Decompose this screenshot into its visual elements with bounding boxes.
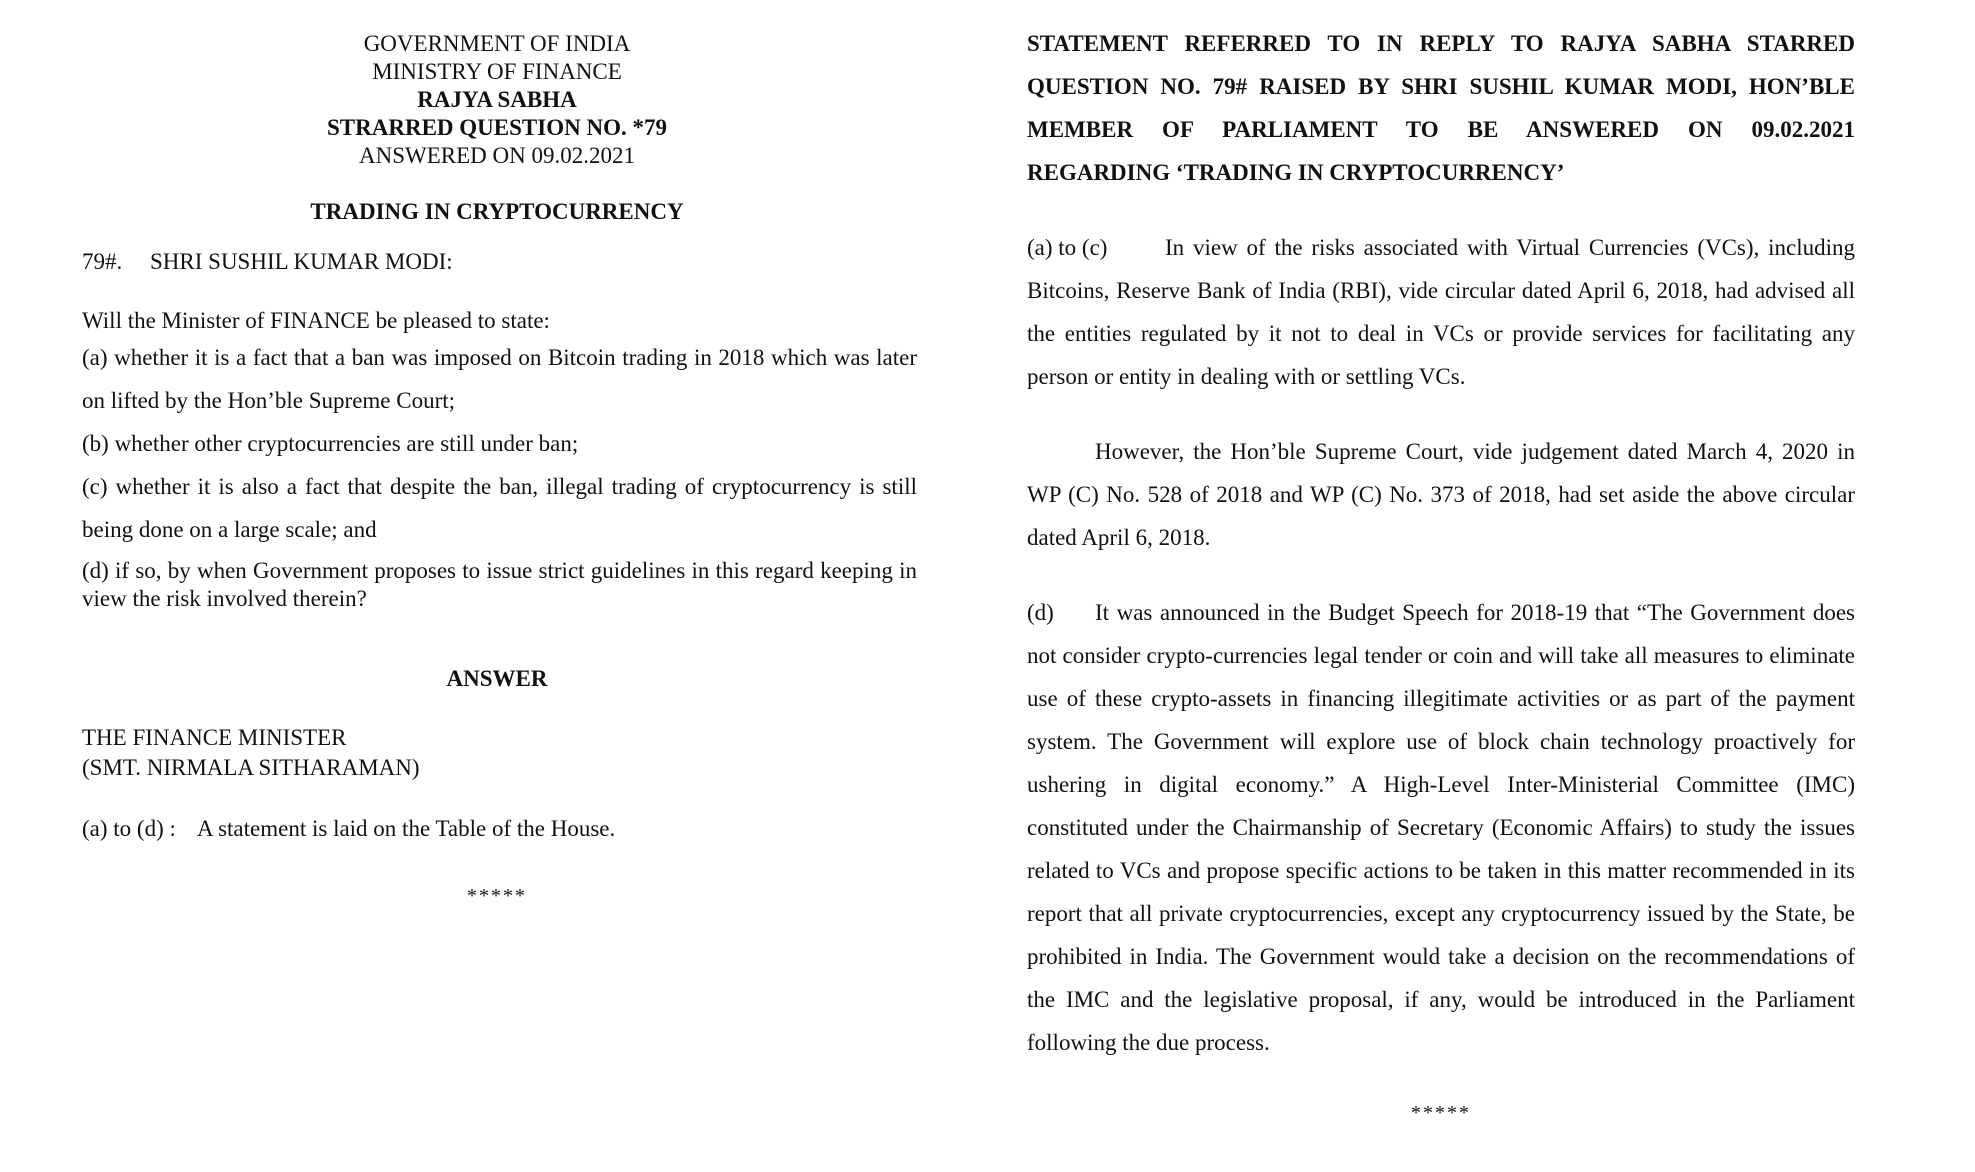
question-item-d: (d) if so, by when Government proposes to issue strict guidelines in this regard keeping in view the risk involved therein? bbox=[82, 558, 917, 611]
answer-line bbox=[82, 815, 930, 843]
statement-page bbox=[990, 0, 1975, 1172]
answer-text: A statement is laid on the Table of the House. bbox=[197, 816, 616, 841]
header-government: GOVERNMENT OF INDIA bbox=[363, 31, 631, 56]
statement-heading-subject: REGARDING ‘TRADING IN CRYPTOCURRENCY’ bbox=[1027, 160, 1565, 185]
statement-heading-main: STATEMENT REFERRED TO IN REPLY TO RAJYA SABHA STARRED QUESTION NO. 79# RAISED BY SHRI SUSHIL KUMAR MODI, HON’BLE MEMBER OF PARLIAMENT TO BE ANSWERED ON 09.02.2021 bbox=[1027, 31, 1855, 142]
asker-name: SHRI SUSHIL KUMAR MODI: bbox=[150, 249, 453, 274]
minister-title: THE FINANCE MINISTER bbox=[82, 725, 347, 750]
paragraph-label-d: (d) bbox=[1027, 600, 1054, 625]
question-item-a: (a) whether it is a fact that a ban was imposed on Bitcoin trading in 2018 which was later on lifted by the Hon’ble Supreme Court; bbox=[82, 345, 917, 413]
minister-name: (SMT. NIRMALA SITHARAMAN) bbox=[82, 755, 420, 780]
document-header bbox=[82, 30, 912, 170]
statement-paragraph-a-c bbox=[1027, 226, 1855, 398]
statement-paragraph-supreme-court: However, the Hon’ble Supreme Court, vide judgement dated March 4, 2020 in WP (C) No. 528 of 2018 and WP (C) No. 373 of 2018, had set aside the above circular dated April 6, 2018. bbox=[1027, 439, 1855, 550]
asker-number: 79#. bbox=[82, 249, 123, 274]
question-item-b: (b) whether other cryptocurrencies are still under ban; bbox=[82, 431, 579, 456]
paragraph-label-a-c: (a) to (c) bbox=[1027, 235, 1108, 260]
paragraph-text-a-c: In view of the risks associated with Virtual Currencies (VCs), including Bitcoins, Reserve Bank of India (RBI), vide circular dated April 6, 2018, had advised all the entities regulated by it not to deal in VCs or provide services for facilitating any person or entity in dealing with or settling VCs. bbox=[1027, 235, 1855, 389]
question-item-c: (c) whether it is also a fact that despite the ban, illegal trading of cryptocurrency is still being done on a large scale; and bbox=[82, 474, 917, 542]
end-marker-left: ***** bbox=[467, 885, 527, 907]
statement-heading bbox=[1027, 22, 1855, 194]
header-house: RAJYA SABHA bbox=[417, 87, 577, 112]
question-intro: Will the Minister of FINANCE be pleased to state: bbox=[82, 308, 550, 333]
header-ministry: MINISTRY OF FINANCE bbox=[372, 59, 622, 84]
question-title: TRADING IN CRYPTOCURRENCY bbox=[310, 199, 684, 224]
minister-block bbox=[82, 723, 930, 783]
end-marker-right: ***** bbox=[1411, 1102, 1471, 1124]
statement-paragraph-d bbox=[1027, 591, 1855, 1064]
answer-heading: ANSWER bbox=[446, 666, 548, 691]
asker-line bbox=[82, 248, 930, 276]
answer-label: (a) to (d) : bbox=[82, 816, 176, 841]
header-answer-date: ANSWERED ON 09.02.2021 bbox=[359, 143, 635, 168]
header-question-number: STRARRED QUESTION NO. *79 bbox=[327, 115, 667, 140]
paragraph-text-d: It was announced in the Budget Speech for 2018-19 that “The Government does not consider crypto-currencies legal tender or coin and will take all measures to eliminate use of these crypto-assets in financing illegitimate activities or as part of the payment system. The Government will explore use of block chain technology proactively for ushering in digital economy.” A High-Level Inter-Ministerial Committee (IMC) constituted under the Chairmanship of Secretary (Economic Affairs) to study the issues related to VCs and propose specific actions to be taken in this matter recommended in its report that all private cryptocurrencies, except any cryptocurrency issued by the State, be prohibited in India. The Government would take a decision on the recommendations of the IMC and the legislative proposal, if any, would be introduced in the Parliament following the due process. bbox=[1027, 600, 1855, 1055]
